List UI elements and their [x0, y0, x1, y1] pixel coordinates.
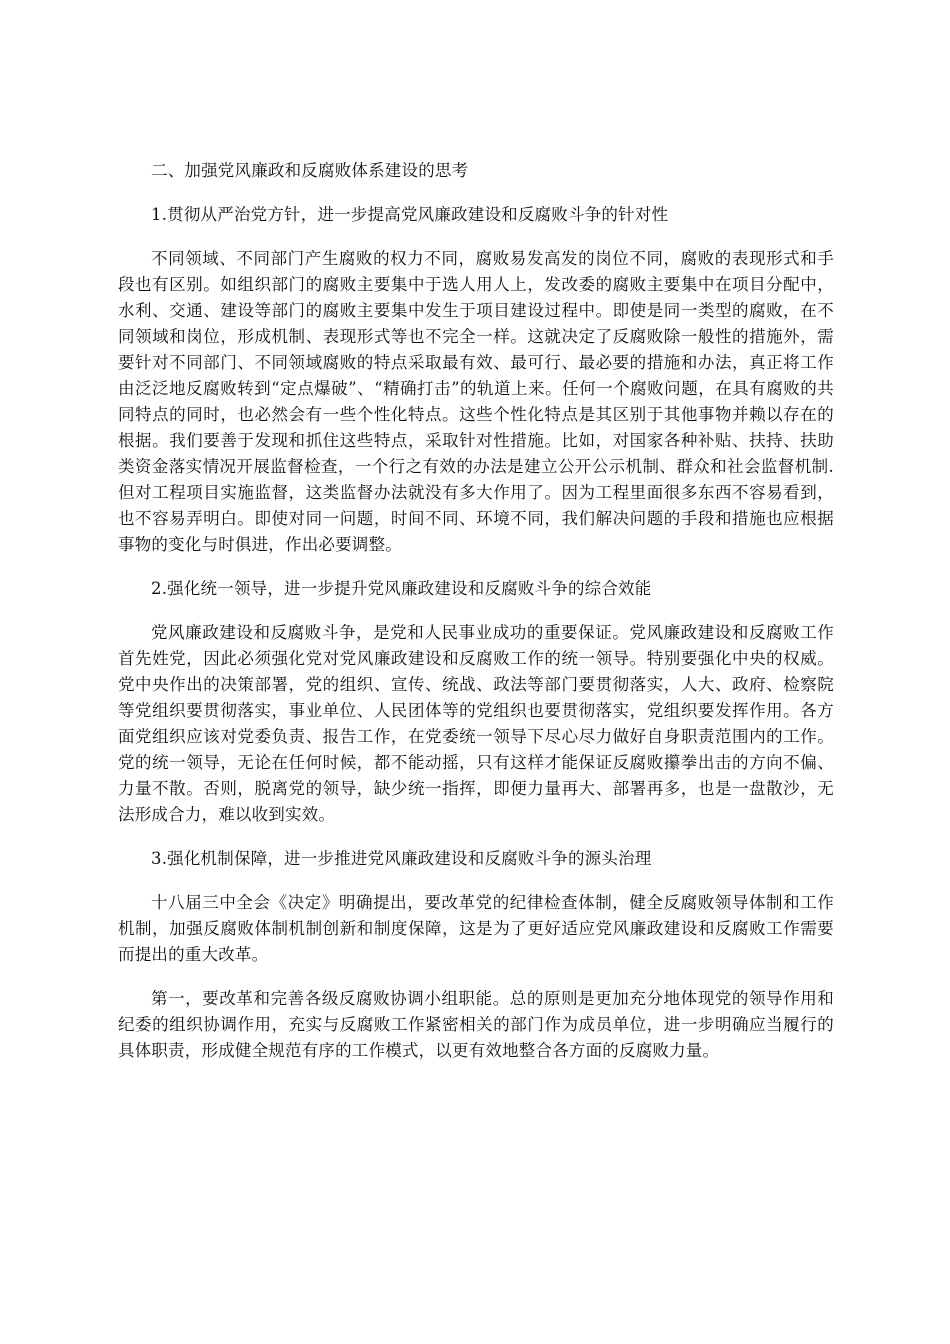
document-page [118, 158, 834, 1064]
subsection-heading-1: 1.贯彻从严治党方针，进一步提高党风廉政建设和反腐败斗争的针对性 [151, 205, 669, 224]
paragraph: 十八届三中全会《决定》明确提出，要改革党的纪律检查体制，健全反腐败领导体制和工作机制，加强反腐败体制机制创新和制度保障，这是为了更好适应党风廉政建设和反腐败工作需要而提出的重大改革。 [118, 893, 834, 964]
subsection-heading-3: 3.强化机制保障，进一步推进党风廉政建设和反腐败斗争的源头治理 [151, 849, 652, 868]
subsection-heading-2: 2.强化统一领导，进一步提升党风廉政建设和反腐败斗争的综合效能 [151, 579, 652, 598]
paragraph: 第一，要改革和完善各级反腐败协调小组职能。总的原则是更加充分地体现党的领导作用和纪委的组织协调作用，充实与反腐败工作紧密相关的部门作为成员单位，进一步明确应当履行的具体职责，形成健全规范有序的工作模式，以更有效地整合各方面的反腐败力量。 [118, 989, 834, 1060]
section-title: 二、加强党风廉政和反腐败体系建设的思考 [151, 161, 469, 180]
paragraph: 不同领域、不同部门产生腐败的权力不同，腐败易发高发的岗位不同，腐败的表现形式和手段也有区别。如组织部门的腐败主要集中于选人用人上，发改委的腐败主要集中在项目分配中，水利、交通、建设等部门的腐败主要集中发生于项目建设过程中。即使是同一类型的腐败，在不同领域和岗位，形成机制、表现形式等也不完全一样。这就决定了反腐败除一般性的措施外，需要针对不同部门、不同领域腐败的特点采取最有效、最可行、最必要的措施和办法，真正将工作由泛泛地反腐败转到“定点爆破”、“精确打击”的轨道上来。任何一个腐败问题，在具有腐败的共同特点的同时，也必然会有一些个性化特点。这些个性化特点是其区别于其他事物并赖以存在的根据。我们要善于发现和抓住这些特点，采取针对性措施。比如，对国家各种补贴、扶持、扶助类资金落实情况开展监督检查，一个行之有效的办法是建立公开公示机制、群众和社会监督机制.但对工程项目实施监督，这类监督办法就没有多大作用了。因为工程里面很多东西不容易看到，也不容易弄明白。即使对同一问题，时间不同、环境不同，我们解决问题的手段和措施也应根据事物的变化与时俱进，作出必要调整。 [118, 249, 834, 554]
paragraph: 党风廉政建设和反腐败斗争，是党和人民事业成功的重要保证。党风廉政建设和反腐败工作首先姓党，因此必须强化党对党风廉政建设和反腐败工作的统一领导。特别要强化中央的权威。党中央作出的决策部署，党的组织、宣传、统战、政法等部门要贯彻落实，人大、政府、检察院等党组织要贯彻落实，事业单位、人民团体等的党组织也要贯彻落实，党组织要发挥作用。各方面党组织应该对党委负责、报告工作，在党委统一领导下尽心尽力做好自身职责范围内的工作。党的统一领导，无论在任何时候，都不能动摇，只有这样才能保证反腐败攥拳出击的方向不偏、力量不散。否则，脱离党的领导，缺少统一指挥，即便力量再大、部署再多，也是一盘散沙，无法形成合力，难以收到实效。 [118, 623, 834, 824]
